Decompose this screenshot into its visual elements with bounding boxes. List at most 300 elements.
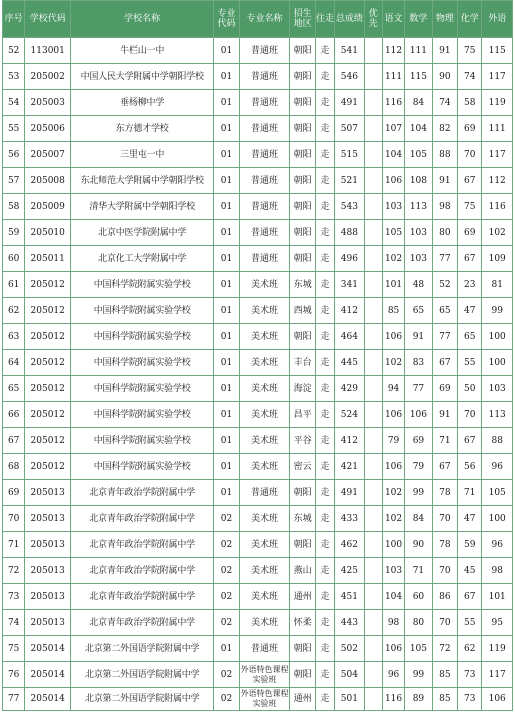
boarding-cell: 走 (315, 350, 334, 376)
chemistry-cell: 55 (458, 350, 482, 376)
total-score-cell: 501 (335, 688, 364, 711)
major-code-cell: 02 (214, 558, 239, 584)
table-row (3, 64, 513, 90)
table-row (3, 220, 513, 246)
school-code-cell: 205006 (25, 116, 71, 142)
major-name-cell: 普通班 (239, 38, 290, 64)
physics-cell: 70 (432, 558, 457, 584)
school-name-cell: 北京第二外国语学院附属中学 (71, 688, 214, 711)
major-name-cell: 美术班 (239, 454, 290, 480)
major-name-cell: 美术班 (239, 324, 290, 350)
region-cell: 朝阳 (290, 220, 315, 246)
school-code-cell: 205012 (25, 324, 71, 350)
foreign-language-cell: 105 (482, 480, 513, 506)
col-header-region: 招生地区 (290, 1, 315, 38)
chemistry-cell: 70 (458, 402, 482, 428)
table-row (3, 428, 513, 454)
school-code-cell: 205012 (25, 298, 71, 324)
foreign-language-cell: 100 (482, 350, 513, 376)
math-cell: 103 (405, 246, 432, 272)
boarding-cell: 走 (315, 324, 334, 350)
physics-cell: 91 (432, 38, 457, 64)
seq-cell: 68 (3, 454, 25, 480)
total-score-cell: 515 (335, 142, 364, 168)
chinese-cell: 116 (382, 90, 404, 116)
physics-cell: 52 (432, 272, 457, 298)
chemistry-cell: 74 (458, 64, 482, 90)
table-row (3, 532, 513, 558)
priority-cell (364, 246, 382, 272)
table-row (3, 194, 513, 220)
col-header-priority: 优先 (364, 1, 382, 38)
chinese-cell: 102 (382, 350, 404, 376)
priority-cell (364, 532, 382, 558)
table-header (3, 1, 513, 38)
school-code-cell: 205014 (25, 662, 71, 688)
major-code-cell: 01 (214, 116, 239, 142)
table-row (3, 636, 513, 662)
school-code-cell: 205012 (25, 272, 71, 298)
seq-cell: 72 (3, 558, 25, 584)
priority-cell (364, 428, 382, 454)
region-cell: 东城 (290, 272, 315, 298)
boarding-cell: 走 (315, 246, 334, 272)
school-code-cell: 205013 (25, 532, 71, 558)
chinese-cell: 79 (382, 428, 404, 454)
foreign-language-cell: 117 (482, 662, 513, 688)
chemistry-cell: 75 (458, 38, 482, 64)
major-name-cell: 美术班 (239, 558, 290, 584)
school-name-cell: 中国科学院附属实验学校 (71, 324, 214, 350)
major-name-cell: 美术班 (239, 428, 290, 454)
region-cell: 通州 (290, 584, 315, 610)
boarding-cell: 走 (315, 532, 334, 558)
math-cell: 77 (405, 376, 432, 402)
chemistry-cell: 45 (458, 558, 482, 584)
table-row (3, 38, 513, 64)
major-code-cell: 02 (214, 662, 239, 688)
major-name-cell: 普通班 (239, 90, 290, 116)
major-code-cell: 01 (214, 298, 239, 324)
seq-cell: 60 (3, 246, 25, 272)
table-row (3, 376, 513, 402)
region-cell: 朝阳 (290, 662, 315, 688)
seq-cell: 52 (3, 38, 25, 64)
total-score-cell: 504 (335, 662, 364, 688)
chinese-cell: 102 (382, 480, 404, 506)
priority-cell (364, 38, 382, 64)
foreign-language-cell: 98 (482, 558, 513, 584)
region-cell: 昌平 (290, 402, 315, 428)
seq-cell: 56 (3, 142, 25, 168)
total-score-cell: 341 (335, 272, 364, 298)
table-row (3, 350, 513, 376)
boarding-cell: 走 (315, 116, 334, 142)
chemistry-cell: 56 (458, 454, 482, 480)
table-row (3, 90, 513, 116)
chinese-cell: 111 (382, 64, 404, 90)
chemistry-cell: 47 (458, 298, 482, 324)
major-name-cell: 普通班 (239, 168, 290, 194)
region-cell: 朝阳 (290, 142, 315, 168)
total-score-cell: 502 (335, 636, 364, 662)
seq-cell: 64 (3, 350, 25, 376)
boarding-cell: 走 (315, 376, 334, 402)
school-name-cell: 中国科学院附属实验学校 (71, 428, 214, 454)
priority-cell (364, 90, 382, 116)
seq-cell: 76 (3, 662, 25, 688)
chemistry-cell: 67 (458, 584, 482, 610)
seq-cell: 57 (3, 168, 25, 194)
seq-cell: 59 (3, 220, 25, 246)
table-row (3, 402, 513, 428)
physics-cell: 91 (432, 168, 457, 194)
total-score-cell: 524 (335, 402, 364, 428)
foreign-language-cell: 119 (482, 636, 513, 662)
major-name-cell: 普通班 (239, 220, 290, 246)
math-cell: 79 (405, 454, 432, 480)
physics-cell: 77 (432, 324, 457, 350)
table-row (3, 246, 513, 272)
physics-cell: 69 (432, 376, 457, 402)
major-code-cell: 01 (214, 142, 239, 168)
chemistry-cell: 73 (458, 662, 482, 688)
boarding-cell: 走 (315, 220, 334, 246)
seq-cell: 61 (3, 272, 25, 298)
region-cell: 朝阳 (290, 246, 315, 272)
boarding-cell: 走 (315, 194, 334, 220)
foreign-language-cell: 109 (482, 246, 513, 272)
priority-cell (364, 350, 382, 376)
school-code-cell: 205014 (25, 688, 71, 711)
table-row (3, 454, 513, 480)
boarding-cell: 走 (315, 142, 334, 168)
table-body (3, 38, 513, 711)
seq-cell: 77 (3, 688, 25, 711)
major-name-cell: 外语特色课程实验班 (239, 662, 290, 688)
chinese-cell: 101 (382, 272, 404, 298)
chinese-cell: 107 (382, 116, 404, 142)
major-name-cell: 美术班 (239, 506, 290, 532)
total-score-cell: 491 (335, 90, 364, 116)
table-row (3, 116, 513, 142)
foreign-language-cell: 81 (482, 272, 513, 298)
chemistry-cell: 55 (458, 610, 482, 636)
school-code-cell: 113001 (25, 38, 71, 64)
major-code-cell: 01 (214, 272, 239, 298)
chinese-cell: 106 (382, 402, 404, 428)
school-name-cell: 北京中医学院附属中学 (71, 220, 214, 246)
foreign-language-cell: 99 (482, 298, 513, 324)
seq-cell: 67 (3, 428, 25, 454)
school-code-cell: 205013 (25, 480, 71, 506)
major-code-cell: 01 (214, 376, 239, 402)
math-cell: 99 (405, 662, 432, 688)
school-code-cell: 205012 (25, 376, 71, 402)
boarding-cell: 走 (315, 90, 334, 116)
physics-cell: 78 (432, 532, 457, 558)
physics-cell: 88 (432, 142, 457, 168)
total-score-cell: 412 (335, 298, 364, 324)
physics-cell: 82 (432, 116, 457, 142)
chinese-cell: 112 (382, 38, 404, 64)
math-cell: 115 (405, 64, 432, 90)
math-cell: 60 (405, 584, 432, 610)
major-name-cell: 普通班 (239, 480, 290, 506)
priority-cell (364, 376, 382, 402)
foreign-language-cell: 117 (482, 142, 513, 168)
foreign-language-cell: 119 (482, 90, 513, 116)
foreign-language-cell: 112 (482, 168, 513, 194)
seq-cell: 58 (3, 194, 25, 220)
chinese-cell: 103 (382, 194, 404, 220)
boarding-cell: 走 (315, 688, 334, 711)
boarding-cell: 走 (315, 584, 334, 610)
chemistry-cell: 73 (458, 688, 482, 711)
col-header-chinese: 语文 (382, 1, 404, 38)
table-row (3, 558, 513, 584)
school-code-cell: 205013 (25, 506, 71, 532)
priority-cell (364, 142, 382, 168)
priority-cell (364, 558, 382, 584)
major-code-cell: 02 (214, 506, 239, 532)
region-cell: 海淀 (290, 376, 315, 402)
physics-cell: 98 (432, 194, 457, 220)
seq-cell: 70 (3, 506, 25, 532)
total-score-cell: 445 (335, 350, 364, 376)
school-name-cell: 北京青年政治学院附属中学 (71, 480, 214, 506)
table-row (3, 688, 513, 711)
foreign-language-cell: 100 (482, 324, 513, 350)
region-cell: 怀柔 (290, 610, 315, 636)
school-name-cell: 北京青年政治学院附属中学 (71, 506, 214, 532)
boarding-cell: 走 (315, 428, 334, 454)
physics-cell: 72 (432, 636, 457, 662)
major-code-cell: 01 (214, 168, 239, 194)
school-code-cell: 205013 (25, 584, 71, 610)
major-name-cell: 美术班 (239, 402, 290, 428)
major-name-cell: 美术班 (239, 350, 290, 376)
foreign-language-cell: 115 (482, 38, 513, 64)
major-code-cell: 01 (214, 38, 239, 64)
school-name-cell: 北京青年政治学院附属中学 (71, 610, 214, 636)
total-score-cell: 507 (335, 116, 364, 142)
major-code-cell: 02 (214, 688, 239, 711)
boarding-cell: 走 (315, 298, 334, 324)
chinese-cell: 105 (382, 220, 404, 246)
major-name-cell: 美术班 (239, 610, 290, 636)
foreign-language-cell: 103 (482, 376, 513, 402)
col-header-chemistry: 化学 (458, 1, 482, 38)
math-cell: 80 (405, 610, 432, 636)
seq-cell: 54 (3, 90, 25, 116)
priority-cell (364, 194, 382, 220)
chinese-cell: 98 (382, 610, 404, 636)
math-cell: 71 (405, 558, 432, 584)
math-cell: 65 (405, 298, 432, 324)
region-cell: 密云 (290, 454, 315, 480)
table-row (3, 584, 513, 610)
chemistry-cell: 59 (458, 532, 482, 558)
math-cell: 104 (405, 116, 432, 142)
major-name-cell: 普通班 (239, 142, 290, 168)
total-score-cell: 451 (335, 584, 364, 610)
header-row (3, 1, 513, 38)
math-cell: 48 (405, 272, 432, 298)
major-code-cell: 01 (214, 64, 239, 90)
seq-cell: 74 (3, 610, 25, 636)
foreign-language-cell: 100 (482, 506, 513, 532)
chinese-cell: 106 (382, 324, 404, 350)
math-cell: 105 (405, 142, 432, 168)
chemistry-cell: 67 (458, 168, 482, 194)
major-name-cell: 美术班 (239, 272, 290, 298)
table-row (3, 506, 513, 532)
table-row (3, 298, 513, 324)
physics-cell: 67 (432, 350, 457, 376)
priority-cell (364, 610, 382, 636)
major-code-cell: 01 (214, 636, 239, 662)
region-cell: 东城 (290, 506, 315, 532)
table-row (3, 324, 513, 350)
boarding-cell: 走 (315, 168, 334, 194)
chinese-cell: 106 (382, 636, 404, 662)
major-code-cell: 02 (214, 532, 239, 558)
col-header-school-code: 学校代码 (25, 1, 71, 38)
chemistry-cell: 70 (458, 142, 482, 168)
total-score-cell: 491 (335, 480, 364, 506)
chinese-cell: 94 (382, 376, 404, 402)
school-code-cell: 205011 (25, 246, 71, 272)
school-code-cell: 205007 (25, 142, 71, 168)
priority-cell (364, 220, 382, 246)
school-name-cell: 中国科学院附属实验学校 (71, 402, 214, 428)
foreign-language-cell: 106 (482, 688, 513, 711)
total-score-cell: 464 (335, 324, 364, 350)
table-row (3, 142, 513, 168)
school-code-cell: 205003 (25, 90, 71, 116)
total-score-cell: 546 (335, 64, 364, 90)
major-name-cell: 普通班 (239, 64, 290, 90)
score-table (2, 0, 513, 711)
school-name-cell: 北京青年政治学院附属中学 (71, 558, 214, 584)
region-cell: 朝阳 (290, 90, 315, 116)
boarding-cell: 走 (315, 454, 334, 480)
math-cell: 84 (405, 90, 432, 116)
physics-cell: 85 (432, 688, 457, 711)
math-cell: 108 (405, 168, 432, 194)
priority-cell (364, 506, 382, 532)
boarding-cell: 走 (315, 64, 334, 90)
major-name-cell: 外语特色课程实验班 (239, 688, 290, 711)
school-name-cell: 中国人民大学附属中学朝阳学校 (71, 64, 214, 90)
seq-cell: 53 (3, 64, 25, 90)
math-cell: 89 (405, 688, 432, 711)
major-name-cell: 普通班 (239, 246, 290, 272)
total-score-cell: 488 (335, 220, 364, 246)
physics-cell: 67 (432, 454, 457, 480)
chemistry-cell: 58 (458, 90, 482, 116)
region-cell: 朝阳 (290, 480, 315, 506)
physics-cell: 74 (432, 90, 457, 116)
math-cell: 90 (405, 532, 432, 558)
major-code-cell: 01 (214, 428, 239, 454)
major-name-cell: 普通班 (239, 116, 290, 142)
chinese-cell: 96 (382, 662, 404, 688)
seq-cell: 66 (3, 402, 25, 428)
seq-cell: 65 (3, 376, 25, 402)
major-code-cell: 01 (214, 194, 239, 220)
physics-cell: 77 (432, 246, 457, 272)
chinese-cell: 104 (382, 142, 404, 168)
col-header-major-code: 专业代码 (214, 1, 239, 38)
priority-cell (364, 662, 382, 688)
major-code-cell: 01 (214, 90, 239, 116)
col-header-major-name: 专业名称 (239, 1, 290, 38)
school-name-cell: 东北师范大学附属中学朝阳学校 (71, 168, 214, 194)
col-header-seq: 序号 (3, 1, 25, 38)
priority-cell (364, 324, 382, 350)
major-code-cell: 01 (214, 454, 239, 480)
foreign-language-cell: 88 (482, 428, 513, 454)
school-name-cell: 北京第二外国语学院附属中学 (71, 636, 214, 662)
major-name-cell: 普通班 (239, 194, 290, 220)
school-code-cell: 205013 (25, 558, 71, 584)
major-name-cell: 普通班 (239, 636, 290, 662)
chinese-cell: 106 (382, 454, 404, 480)
foreign-language-cell: 95 (482, 610, 513, 636)
priority-cell (364, 298, 382, 324)
math-cell: 111 (405, 38, 432, 64)
total-score-cell: 462 (335, 532, 364, 558)
school-code-cell: 205012 (25, 402, 71, 428)
math-cell: 99 (405, 480, 432, 506)
math-cell: 105 (405, 636, 432, 662)
priority-cell (364, 168, 382, 194)
physics-cell: 71 (432, 428, 457, 454)
priority-cell (364, 584, 382, 610)
major-name-cell: 美术班 (239, 584, 290, 610)
total-score-cell: 541 (335, 38, 364, 64)
region-cell: 朝阳 (290, 116, 315, 142)
foreign-language-cell: 117 (482, 64, 513, 90)
school-code-cell: 205009 (25, 194, 71, 220)
math-cell: 106 (405, 402, 432, 428)
school-name-cell: 北京青年政治学院附属中学 (71, 532, 214, 558)
boarding-cell: 走 (315, 610, 334, 636)
region-cell: 燕山 (290, 558, 315, 584)
table-row (3, 168, 513, 194)
physics-cell: 86 (432, 584, 457, 610)
chemistry-cell: 47 (458, 506, 482, 532)
math-cell: 69 (405, 428, 432, 454)
chinese-cell: 100 (382, 532, 404, 558)
col-header-foreign-language: 外语 (482, 1, 513, 38)
school-name-cell: 中国科学院附属实验学校 (71, 272, 214, 298)
chinese-cell: 116 (382, 688, 404, 711)
major-code-cell: 01 (214, 350, 239, 376)
seq-cell: 71 (3, 532, 25, 558)
chemistry-cell: 75 (458, 194, 482, 220)
school-name-cell: 三里屯一中 (71, 142, 214, 168)
table-row (3, 610, 513, 636)
major-code-cell: 01 (214, 246, 239, 272)
physics-cell: 65 (432, 298, 457, 324)
priority-cell (364, 272, 382, 298)
priority-cell (364, 480, 382, 506)
school-name-cell: 北京化工大学附属中学 (71, 246, 214, 272)
math-cell: 91 (405, 324, 432, 350)
